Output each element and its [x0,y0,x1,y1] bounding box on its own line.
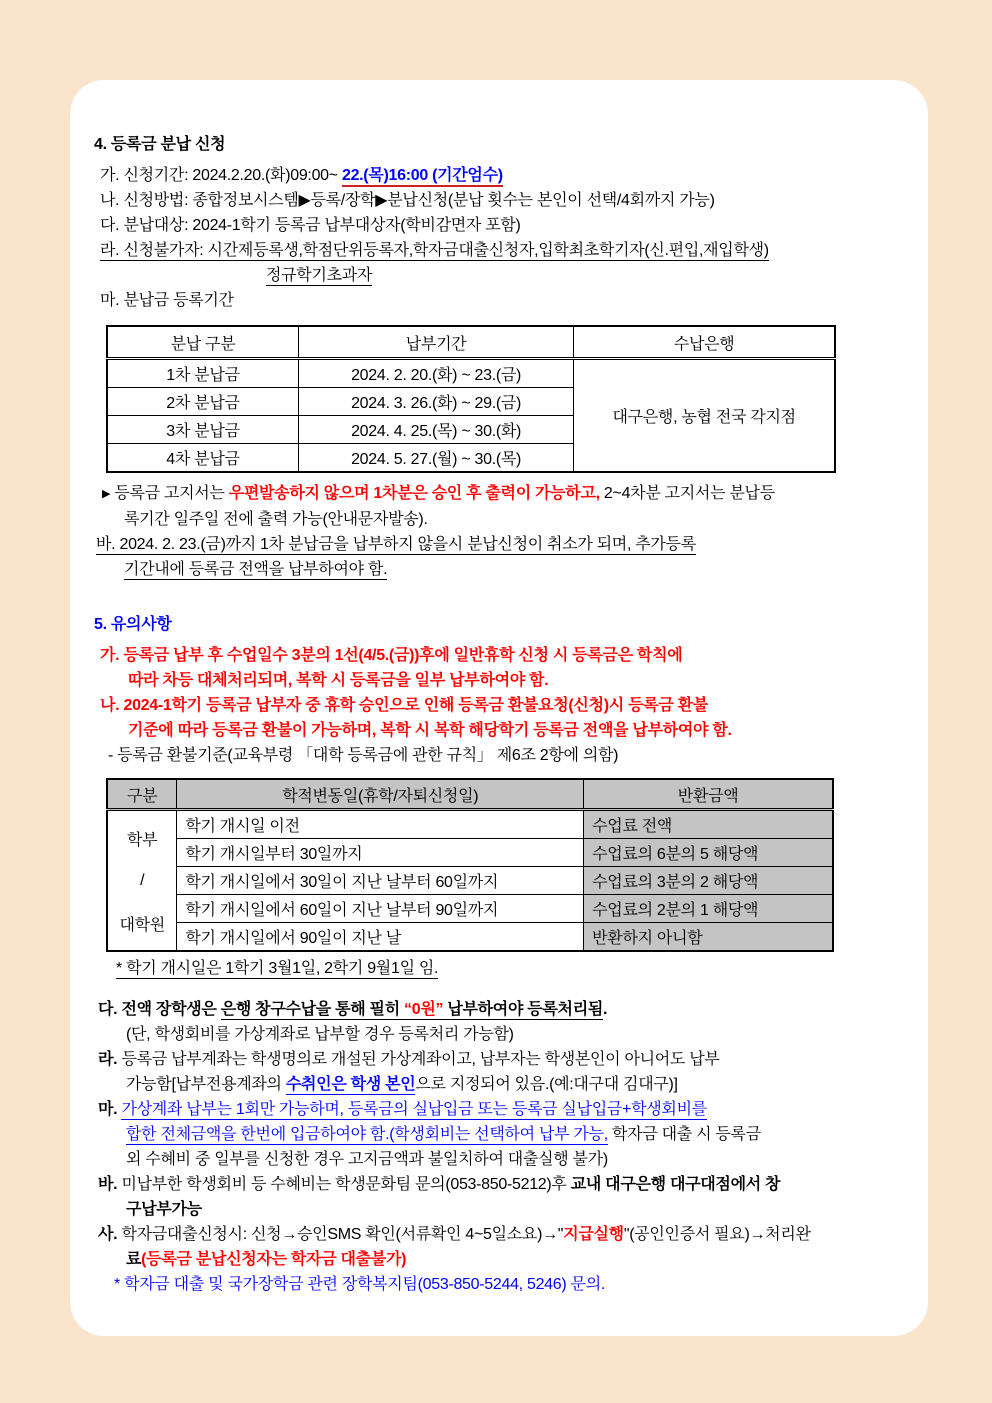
col-header-period: 납부기간 [298,326,573,359]
section4-item-ba-cont [124,557,904,582]
item-text: 등록금 납부계좌는 학생명의로 개설된 가상계좌이고, 납부자는 학생본인이 아니어도 납부 [121,1051,720,1068]
installment-period: 2024. 5. 27.(월) ~ 30.(목) [298,444,573,473]
table-header-row [107,326,835,359]
bullet-arrow-icon: ▶ [102,488,111,500]
item-label: 가. [100,167,120,184]
section5-item-sa-cont [126,1247,904,1272]
col-header-bank: 수납은행 [574,326,835,359]
item-label: 나. [100,697,120,714]
refund-amount-cell: 수업료 전액 [584,810,833,839]
section5-item-ba [98,1172,904,1197]
installment-period: 2024. 4. 25.(목) ~ 30.(화) [298,416,573,444]
refund-rule-note: - 등록금 환불기준(교육부령 「대학 등록금에 관한 규칙」 제6조 2항에 의함) [108,747,619,764]
item-text: 미납부한 학생회비 등 수혜비는 학생문화팀 문의(053-850-5212)후 [121,1176,571,1193]
section5-item-ma [98,1097,904,1122]
col-header-division: 분납 구분 [107,326,298,359]
section5-heading: 5. 유의사항 [94,616,172,633]
category-line: / [140,871,145,889]
item-text: 신청기간: 2024.2.20.(화)09:00~ [123,167,338,184]
item-label: 마. [100,292,120,309]
installment-schedule-table [106,325,836,473]
item-text: 전액 장학생은 [121,1001,221,1018]
change-date-cell: 학기 개시일부터 30일까지 [177,839,584,867]
section4-item-ra [100,238,904,263]
category-cell [107,810,177,952]
item-text: 분납대상: 2024-1학기 등록금 납부대상자(학비감면자 포함) [123,217,521,234]
section5-item-na-cont: 기준에 따라 등록금 환불이 가능하며, 복학 시 복학 해당학기 등록금 전액을 납부하여야 함. [128,722,732,739]
table-row [107,359,835,388]
item-text-blue-underlined: 합한 전체금액을 한번에 입금하여야 함.(학생회비는 선택하여 납부 가능, [126,1126,608,1143]
item-label: 가. [100,647,120,664]
category-line: 학부 [127,831,158,849]
table-row [107,923,833,952]
section5-item-ra [98,1047,904,1072]
bank-cell: 대구은행, 농협 전국 각지점 [574,359,835,473]
zero-won-red: “0원” [404,1001,444,1018]
item-label: 다. [100,217,120,234]
item-text: 분납금 등록기간 [123,292,234,309]
section4-bullet [102,481,904,507]
item-text-bold: 료 [126,1251,142,1268]
section4-item-ra-cont [266,263,904,288]
category-line: 대학원 [119,916,165,934]
item-text-bold: 교내 대구은행 대구대점에서 창 [570,1176,781,1193]
item-label: 바. [96,536,116,553]
item-text: 신청방법: 종합정보시스템▶등록/장학▶분납신청(분납 횟수는 본인이 선택/4회까지 가능) [123,192,715,209]
item-text: . [603,1001,608,1018]
item-text: 2024. 2. 23.(금)까지 1차 분납금을 납부하지 않을시 분납신청이 취소가 되며, 추가등록 [119,536,696,553]
refund-amount-cell: 수업료의 3분의 2 해당액 [584,867,833,895]
spacer [94,981,904,997]
table-header-row [107,779,833,810]
item-underlined: 정규학기초과자 [266,267,373,284]
installment-period: 2024. 3. 26.(화) ~ 29.(금) [298,388,573,416]
item-label: 라. [98,1051,118,1068]
table-row [107,895,833,923]
item-text: 학자금 대출 시 등록금 [607,1126,761,1143]
section4-item-ba [96,532,904,557]
item-text: "(공인인증서 필요)→처리완 [623,1226,811,1243]
change-date-cell: 학기 개시일에서 60일이 지난 날부터 90일까지 [177,895,584,923]
item-underlined [221,1001,603,1020]
section5-item-ga-cont: 따라 차등 대체처리되며, 복학 시 등록금을 일부 납부하여야 함. [128,672,549,689]
note-underlined: * 학기 개시일은 1학기 3월1일, 2학기 9월1일 임. [116,960,439,977]
item-text: 2024-1학기 등록금 납부자 중 휴학 승인으로 인해 등록금 환불요청(신청)시 등록금 환불 [123,697,708,714]
bullet-text: 2~4차분 고지서는 분납등 [599,485,775,502]
table-row [107,867,833,895]
refund-amount-cell: 수업료의 6분의 5 해당액 [584,839,833,867]
item-label: 나. [100,192,120,209]
section4-item-na [100,188,904,213]
loan-execute-red: 지급실행 [563,1226,624,1243]
table-row [107,839,833,867]
item-text: 가능함[납부전용계좌의 [126,1076,286,1093]
change-date-cell: 학기 개시일에서 30일이 지난 날부터 60일까지 [177,867,584,895]
item-text: 신청불가자: 시간제등록생,학점단위등록자,학자금대출신청자,입학최초학기자(신.편입,재입학생) [123,242,769,259]
section4-item-ga [100,163,904,188]
item-underlined: 기간내에 등록금 전액을 납부하여야 함. [124,561,388,578]
installment-name: 2차 분납금 [107,388,298,416]
item-label: 바. [98,1176,118,1193]
refund-standard-table [106,778,834,952]
col-header-refund: 반환금액 [584,779,833,810]
table-row [107,810,833,839]
section4-bullet-cont: 록기간 일주일 전에 출력 가능(안내문자발송). [124,511,428,528]
item-text-blue-underlined: 가상계좌 납부는 1회만 가능하며, 등록금의 실납입금 또는 등록금 실납입금+학생회비를 [121,1101,707,1118]
installment-period: 2024. 2. 20.(화) ~ 23.(금) [298,359,573,388]
category-lines [108,811,176,950]
notice-page-card [70,80,928,1336]
bullet-text-red: 우편발송하지 않으며 1차분은 승인 후 출력이 가능하고, [228,485,600,502]
deadline-highlight: 22.(목)16:00 (기간엄수) [342,167,503,187]
payee-blue-underlined: 수취인은 학생 본인 [285,1076,416,1093]
section5-item-ra-cont [126,1072,904,1097]
scholarship-contact-note: * 학자금 대출 및 국가장학금 관련 장학복지팀(053-850-5244, 5246) 문의. [114,1276,605,1293]
section5-item-ma-cont1 [126,1122,904,1147]
section5-item-ba-cont: 구납부가능 [126,1201,202,1218]
refund-amount-cell: 수업료의 2분의 1 해당액 [584,895,833,923]
item-text: 등록금 납부 후 수업일수 3분의 1선(4/5.(금))후에 일반휴학 신청 시 등록금은 학칙에 [123,647,683,664]
semester-start-note [116,956,904,981]
item-label: 라. [100,242,120,259]
section5-item-da [98,997,904,1022]
section5-item-ga [100,643,904,668]
item-underlined [96,536,696,555]
section5-item-da-cont: (단, 학생회비를 가상계좌로 납부할 경우 등록처리 가능함) [126,1026,514,1043]
installment-name: 1차 분납금 [107,359,298,388]
refund-amount-cell: 반환하지 아니함 [584,923,833,952]
item-label: 다. [98,1001,118,1018]
section5-item-ma-cont2: 외 수혜비 중 일부를 신청한 경우 고지금액과 불일치하여 대출실행 불가) [126,1151,608,1168]
installment-name: 3차 분납금 [107,416,298,444]
col-header-change-date: 학적변동일(휴학/자퇴신청일) [177,779,584,810]
section5-item-na [100,693,904,718]
item-text: 은행 창구수납을 통해 필히 [220,1001,405,1018]
item-text: 납부하여야 등록처리됨 [443,1001,604,1018]
item-text: 학자금대출신청시: 신청→승인SMS 확인(서류확인 4~5일소요)→" [121,1226,564,1243]
item-text: 으로 지정되어 있음.(예:대구대 김대구)] [415,1076,678,1093]
col-header-category: 구분 [107,779,177,810]
notice-content [70,80,928,1297]
section4-item-da [100,213,904,238]
item-label: 마. [98,1101,118,1118]
item-underlined [100,242,769,261]
bullet-text: 등록금 고지서는 [114,485,229,502]
item-label: 사. [98,1226,118,1243]
installment-name: 4차 분납금 [107,444,298,473]
section5-item-sa [98,1222,904,1247]
change-date-cell: 학기 개시일에서 90일이 지난 날 [177,923,584,952]
change-date-cell: 학기 개시일 이전 [177,810,584,839]
no-loan-red: (등록금 분납신청자는 학자금 대출불가) [141,1251,407,1268]
section4-heading: 4. 등록금 분납 신청 [94,136,226,153]
section4-item-ma [100,288,904,313]
